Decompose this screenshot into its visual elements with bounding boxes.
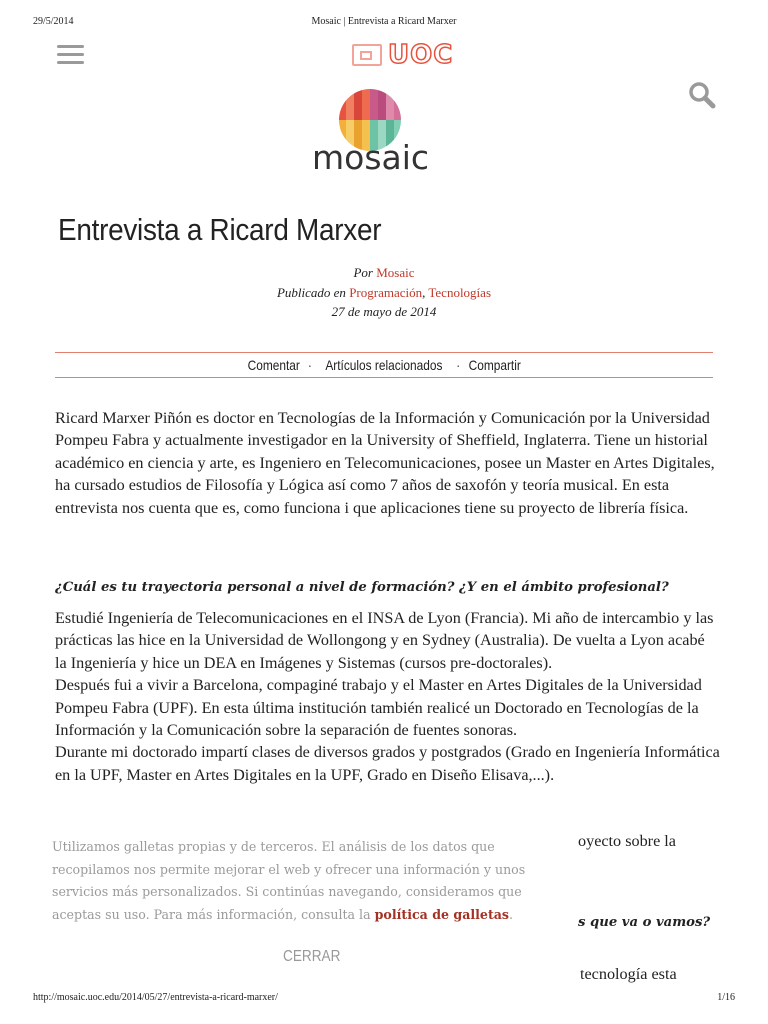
category-link-tecnologias[interactable]: Tecnologías [428,285,492,300]
mosaic-tile [370,112,378,120]
obscured-text: oyecto sobre la [578,832,676,850]
publish-date: 27 de mayo de 2014 [331,304,437,319]
byline [0,265,768,281]
share-link[interactable]: Compartir [468,357,521,373]
mosaic-tile [362,120,370,128]
mosaic-tile [378,104,386,112]
print-date: 29/5/2014 [33,16,74,27]
mosaic-tile [378,96,386,104]
intro-paragraph: Ricard Marxer Piñón es doctor en Tecnologías de la Información y Comunicación por la Universidad Pompeu Fabra y actualmente investigador en la University of Sheffield, Inglaterra. Tiene un historial académico en ciencia y arte, es Ingeniero en Telecomunicaciones, posee un Master en Artes Digitales, ha cursado estudios de Filosofía y Lógica así como 7 años de saxofón y teoría musical. En esta entrevista nos cuenta que es, como funciona i que aplicaciones tiene su proyecto de librería física. [55,409,715,517]
mosaic-tile [346,112,354,120]
mosaic-tile [354,128,362,136]
cookie-close-button[interactable]: CERRAR [283,948,341,965]
mosaic-tile [394,120,402,128]
article-intro [55,407,720,519]
category-link-programacion[interactable]: Programación [349,285,423,300]
print-url: http://mosaic.uoc.edu/2014/05/27/entrevista-a-ricard-marxer/ [33,992,278,1003]
mosaic-tile [394,104,402,112]
categories-line [0,285,768,301]
mosaic-tile [354,96,362,104]
actions-separator: · [307,357,313,373]
mosaic-tile [386,96,394,104]
cookie-message: Utilizamos galletas propias y de terceros. El análisis de los datos que recopilamos nos permite mejorar el web y ofrecer una información y unos servicios más personalizados. Si continúas navegando, consideramos que aceptas su uso. Para más información, consulta la [52,839,526,922]
obscured-question: s que va o vamos? [578,915,711,930]
mosaic-tile [346,96,354,104]
answer-block [55,607,720,786]
question-heading: ¿Cuál es tu trayectoria personal a nivel de formación? ¿Y en el ámbito profesional? [55,580,669,595]
mosaic-tile [362,96,370,104]
mosaic-tile [346,120,354,128]
mosaic-tile [386,104,394,112]
uoc-logo[interactable] [352,40,453,70]
print-title: Mosaic | Entrevista a Ricard Marxer [311,16,457,27]
print-header [0,16,768,30]
published-label: Publicado en [276,285,346,300]
mosaic-tile [362,112,370,120]
mosaic-tile [394,88,402,96]
mosaic-tile [362,128,370,136]
mosaic-tile [378,128,386,136]
mosaic-tile [394,128,402,136]
mosaic-tile [338,88,346,96]
mosaic-tile [338,128,346,136]
answer-paragraph: Durante mi doctorado impartí clases de diversos grados y postgrados (Grado en Ingeniería Informática en la UPF, Master en Artes Digitales en la UPF, Grado en Diseño Elisava,...). [55,743,720,784]
mosaic-tile [370,120,378,128]
mosaic-tile [354,112,362,120]
mosaic-tile [386,112,394,120]
print-page-number: 1/16 [717,992,735,1003]
mosaic-tile [354,88,362,96]
category-separator: , [422,285,426,300]
comment-link[interactable]: Comentar [247,357,300,373]
mosaic-tile [394,112,402,120]
mosaic-tile [362,104,370,112]
cookie-notice-text [52,836,552,926]
actions-separator: · [455,357,461,373]
mosaic-tile [378,120,386,128]
mosaic-tile [378,88,386,96]
mosaic-tile [394,96,402,104]
mosaic-tile [386,120,394,128]
mosaic-tile [338,96,346,104]
uoc-logo-text: UOC [388,40,454,70]
print-footer [0,992,768,1006]
mosaic-tile [378,112,386,120]
related-articles-link[interactable]: Artículos relacionados [325,357,443,373]
site-name: mosaic [312,138,430,177]
obscured-text: tecnología esta [580,965,677,983]
mosaic-tile [370,104,378,112]
mosaic-tile [386,128,394,136]
cookie-policy-link[interactable]: política de galletas [374,906,510,922]
mosaic-tile [346,128,354,136]
mosaic-tile [338,112,346,120]
page-title: Entrevista a Ricard Marxer [58,212,382,247]
cookie-end: . [509,906,514,922]
mosaic-tile [338,104,346,112]
mosaic-tile [354,104,362,112]
mosaic-tile [338,120,346,128]
mosaic-tile [370,88,378,96]
mosaic-tile [354,120,362,128]
article-actions-bar [55,352,713,378]
mosaic-tile [370,96,378,104]
mosaic-tile [362,88,370,96]
mosaic-tile [370,128,378,136]
answer-paragraph: Después fui a vivir a Barcelona, compaginé trabajo y el Master en Artes Digitales de la Universidad Pompeu Fabra (UPF). En esta última institución también realicé un Doctorado en Tecnologías de la Información y la Comunicación sobre la separación de fuentes sonoras. [55,676,702,740]
mosaic-tile [386,88,394,96]
author-link[interactable]: Mosaic [376,265,415,280]
answer-paragraph: Estudié Ingeniería de Telecomunicaciones en el INSA de Lyon (Francia). Mi año de intercambio y las prácticas las hice en la Universidad de Wollongong y en Sydney (Australia). De vuelta a Lyon acabé la Ingeniería y hice un DEA en Imágenes y Sistemas (cursos pre-doctorales). [55,609,714,672]
by-label: Por [353,265,373,280]
mosaic-tile [346,88,354,96]
search-icon[interactable] [687,80,717,110]
hamburger-menu-icon[interactable] [57,45,84,65]
uoc-mark-icon [352,44,382,66]
mosaic-tile [346,104,354,112]
